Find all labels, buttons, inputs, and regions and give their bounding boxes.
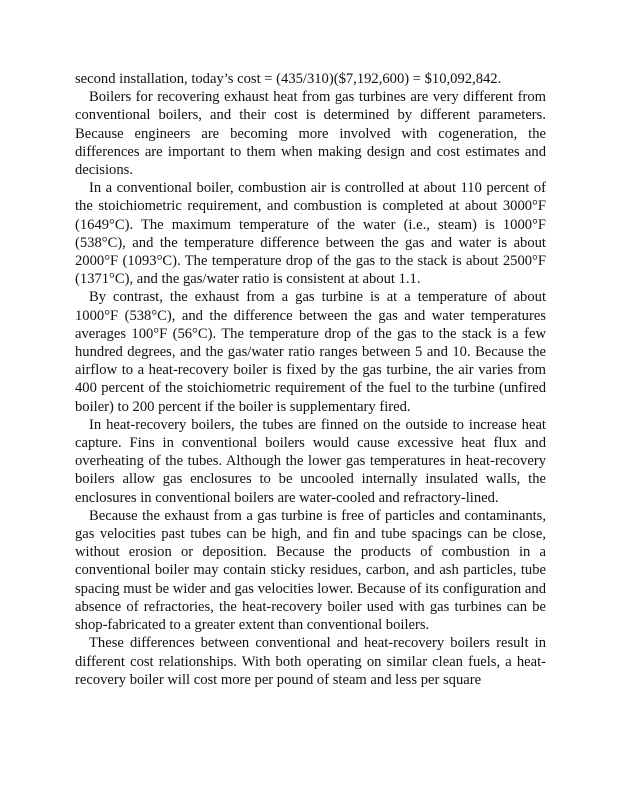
paragraph-finned-tubes: In heat-recovery boilers, the tubes are finned on the outside to increase heat capture. Fins in conventional boilers would cause excessive heat flux and overheating of the tubes. Although the lower gas temperatures in heat-recovery boilers allow gas enclosures to be uncooled internally insulated walls, the enclosures in conventional boilers are water-cooled and refractory-lined. bbox=[75, 416, 546, 506]
paragraph-cost-relationships: These differences between conventional and heat-recovery boilers result in different cost relationships. With both operating on similar clean fuels, a heat-recovery boiler will cost more per pound of steam and less per square bbox=[75, 635, 546, 688]
paragraph-boiler-intro: Boilers for recovering exhaust heat from gas turbines are very different from conventional boilers, and their cost is determined by different parameters. Because engineers are becoming more involved with cogeneration, the differences are important to them when making design and cost estimates and decisions. bbox=[75, 89, 546, 179]
paragraph-gas-velocities: Because the exhaust from a gas turbine is free of particles and contaminants, gas velocities past tubes can be high, and fin and tube spacings can be close, without erosion or deposition. Because the products of combustion in a conventional boiler may contain sticky residues, carbon, and ash particles, tube spacing must be wider and gas velocities lower. Because of its configuration and absence of refractories, the heat-recovery boiler used with gas turbines can be shop-fabricated to a greater extent than conventional boilers. bbox=[75, 507, 546, 634]
document-page bbox=[75, 70, 546, 689]
paragraph-gas-turbine-exhaust: By contrast, the exhaust from a gas turbine is at a temperature of about 1000°F (538°C), and the difference between the gas and water temperatures averages 100°F (56°C). The temperature drop of the gas to the stack is a few hundred degrees, and the gas/water ratio ranges between 5 and 10. Because the airflow to a heat-recovery boiler is fixed by the gas turbine, the air varies from 400 percent of the stoichiometric requirement of the fuel to the turbine (unfired boiler) to 200 percent if the boiler is supplementary fired. bbox=[75, 289, 546, 415]
paragraph-conventional-boiler: In a conventional boiler, combustion air is controlled at about 110 percent of the stoichiometric requirement, and combustion is completed at about 3000°F (1649°C). The maximum temperature of the water (i.e., steam) is 1000°F (538°C), and the temperature difference between the gas and water is about 2000°F (1093°C). The temperature drop of the gas to the stack is about 2500°F (1371°C), and the gas/water ratio is consistent at about 1.1. bbox=[75, 180, 546, 288]
paragraph-cost-continuation: second installation, today’s cost = (435/310)($7,192,600) = $10,092,842. bbox=[75, 71, 502, 87]
